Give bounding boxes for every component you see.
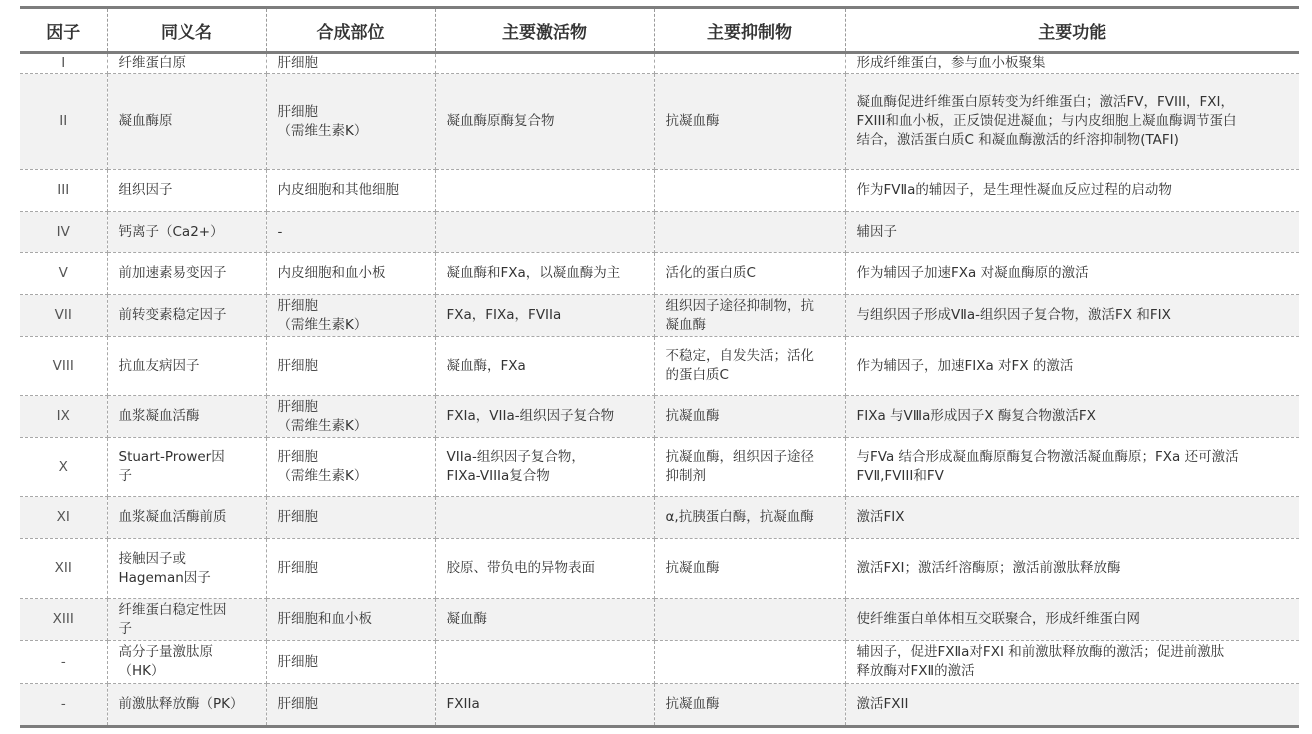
cell-text-line: FIXa-VIIIa复合物 <box>446 468 550 484</box>
activator-cell <box>435 74 654 170</box>
function-cell <box>845 641 1299 684</box>
function-cell <box>845 74 1299 170</box>
cell-text-line: 组织因子途径抑制物，抗 <box>665 297 814 314</box>
synonym-cell <box>107 295 266 337</box>
cell-text-line: 肝细胞 <box>277 103 318 120</box>
factor-cell: XII <box>20 539 107 599</box>
cell-text-line: 肝细胞 <box>277 509 318 525</box>
cell-text-line: 抗凝血酶 <box>665 560 720 576</box>
cell-text-line: 与组织因子形成VⅡa-组织因子复合物，激活FX 和FIX <box>856 307 1171 323</box>
cell-text-line: 子 <box>118 468 132 484</box>
synthesis-site-cell <box>266 170 435 212</box>
cell-text-line: 子 <box>118 620 132 637</box>
table-row <box>20 295 1299 337</box>
cell-text-line: 释放酶对FXⅡ的激活 <box>856 663 975 679</box>
cell-text-line: 不稳定，自发失活；活化 <box>665 348 814 364</box>
inhibitor-cell <box>654 599 845 641</box>
header-main-function: 主要功能 <box>845 8 1299 53</box>
table-row <box>20 337 1299 396</box>
activator-cell <box>435 53 654 74</box>
inhibitor-cell <box>654 253 845 295</box>
table-row <box>20 599 1299 641</box>
cell-text-line: 肝细胞 <box>277 357 318 374</box>
synthesis-site-cell <box>266 53 435 74</box>
inhibitor-cell <box>654 53 845 74</box>
header-row <box>20 8 1299 53</box>
cell-text-line: 作为辅因子，加速FIXa 对FX 的激活 <box>856 357 1074 374</box>
cell-text-line: FVⅡ,FVIII和FV <box>856 468 944 484</box>
cell-text-line: 与FVa 结合形成凝血酶原酶复合物激活凝血酶原；FXa 还可激活 <box>856 449 1239 465</box>
cell-text-line: 前激肽释放酶（PK） <box>118 696 244 712</box>
synonym-cell <box>107 599 266 641</box>
synthesis-site-cell <box>266 396 435 438</box>
cell-text-line: 内皮细胞和其他细胞 <box>277 182 399 198</box>
cell-text-line: - <box>277 223 283 240</box>
function-cell <box>845 253 1299 295</box>
coagulation-factor-table-container <box>20 6 1299 728</box>
table-row <box>20 53 1299 74</box>
factor-cell: - <box>20 641 107 684</box>
synonym-cell <box>107 684 266 727</box>
cell-text-line: 血浆凝血活酶前质 <box>118 509 227 525</box>
inhibitor-cell <box>654 684 845 727</box>
synonym-cell <box>107 253 266 295</box>
synthesis-site-cell <box>266 497 435 539</box>
cell-text-line: （需维生素K） <box>277 468 368 484</box>
factor-cell: XI <box>20 497 107 539</box>
inhibitor-cell <box>654 396 845 438</box>
inhibitor-cell <box>654 641 845 684</box>
synonym-cell <box>107 641 266 684</box>
table-row <box>20 212 1299 253</box>
cell-text-line: 胶原、带负电的异物表面 <box>446 560 595 576</box>
cell-text-line: 结合，激活蛋白质C 和凝血酶激活的纤溶抑制物(TAFI) <box>856 132 1179 148</box>
table-row <box>20 438 1299 497</box>
synthesis-site-cell <box>266 684 435 727</box>
factor-cell: V <box>20 253 107 295</box>
cell-text-line: （需维生素K） <box>277 316 368 333</box>
cell-text-line: 肝细胞和血小板 <box>277 611 372 627</box>
synthesis-site-cell <box>266 337 435 396</box>
table-row <box>20 253 1299 295</box>
synonym-cell <box>107 438 266 497</box>
cell-text-line: 纤维蛋白原 <box>118 55 186 71</box>
synthesis-site-cell <box>266 253 435 295</box>
function-cell <box>845 438 1299 497</box>
table-header <box>20 8 1299 53</box>
table-row <box>20 684 1299 727</box>
synthesis-site-cell <box>266 212 435 253</box>
cell-text-line: 凝血酶和FXa，以凝血酶为主 <box>446 265 621 281</box>
cell-text-line: 接触因子或 <box>118 550 186 567</box>
function-cell <box>845 539 1299 599</box>
cell-text-line: 肝细胞 <box>277 55 318 71</box>
cell-text-line: FXIa，VIIa-组织因子复合物 <box>446 408 615 424</box>
cell-text-line: （需维生素K） <box>277 417 368 434</box>
cell-text-line: 激活FXI；激活纤溶酶原；激活前激肽释放酶 <box>856 560 1121 576</box>
inhibitor-cell <box>654 438 845 497</box>
synonym-cell <box>107 337 266 396</box>
factor-cell: VIII <box>20 337 107 396</box>
cell-text-line: 组织因子 <box>118 182 173 198</box>
function-cell <box>845 295 1299 337</box>
cell-text-line: 凝血酶 <box>665 316 706 333</box>
header-main-activator: 主要激活物 <box>435 8 654 53</box>
activator-cell <box>435 170 654 212</box>
synonym-cell <box>107 539 266 599</box>
inhibitor-cell <box>654 295 845 337</box>
synonym-cell <box>107 212 266 253</box>
inhibitor-cell <box>654 74 845 170</box>
synonym-cell <box>107 170 266 212</box>
function-cell <box>845 497 1299 539</box>
synonym-cell <box>107 497 266 539</box>
function-cell <box>845 337 1299 396</box>
cell-text-line: 抗凝血酶 <box>665 696 720 712</box>
cell-text-line: （需维生素K） <box>277 122 368 139</box>
cell-text-line: 肝细胞 <box>277 560 318 576</box>
factor-cell: I <box>20 53 107 74</box>
cell-text-line: 肝细胞 <box>277 449 318 465</box>
header-synthesis-site: 合成部位 <box>266 8 435 53</box>
cell-text-line: FXIIa <box>446 696 480 712</box>
factor-cell: X <box>20 438 107 497</box>
cell-text-line: 肝细胞 <box>277 297 318 314</box>
cell-text-line: 前转变素稳定因子 <box>118 307 227 323</box>
cell-text-line: 抗血友病因子 <box>118 357 200 374</box>
function-cell <box>845 170 1299 212</box>
cell-text-line: 形成纤维蛋白，参与血小板聚集 <box>856 55 1046 71</box>
factor-cell: XIII <box>20 599 107 641</box>
activator-cell <box>435 438 654 497</box>
cell-text-line: 抗凝血酶 <box>665 113 720 129</box>
cell-text-line: 血浆凝血活酶 <box>118 408 200 424</box>
cell-text-line: α,抗胰蛋白酶，抗凝血酶 <box>665 509 814 525</box>
synthesis-site-cell <box>266 641 435 684</box>
inhibitor-cell <box>654 497 845 539</box>
activator-cell <box>435 396 654 438</box>
activator-cell <box>435 253 654 295</box>
header-factor: 因子 <box>20 8 107 53</box>
inhibitor-cell <box>654 170 845 212</box>
table-row <box>20 539 1299 599</box>
cell-text-line: 肝细胞 <box>277 696 318 712</box>
activator-cell <box>435 497 654 539</box>
activator-cell <box>435 539 654 599</box>
cell-text-line: 凝血酶原 <box>118 113 173 129</box>
cell-text-line: 高分子量激肽原 <box>118 644 213 660</box>
cell-text-line: Stuart-Prower因 <box>118 449 225 465</box>
header-main-inhibitor: 主要抑制物 <box>654 8 845 53</box>
synthesis-site-cell <box>266 599 435 641</box>
cell-text-line: 抗凝血酶，组织因子途径 <box>665 449 814 465</box>
synonym-cell <box>107 53 266 74</box>
activator-cell <box>435 599 654 641</box>
cell-text-line: FXa，FIXa，FVIIa <box>446 307 562 323</box>
cell-text-line: 使纤维蛋白单体相互交联聚合，形成纤维蛋白网 <box>856 611 1140 627</box>
activator-cell <box>435 337 654 396</box>
header-synonym: 同义名 <box>107 8 266 53</box>
table-row <box>20 641 1299 684</box>
cell-text-line: 作为辅因子加速FXa 对凝血酶原的激活 <box>856 265 1089 281</box>
table-row <box>20 74 1299 170</box>
inhibitor-cell <box>654 212 845 253</box>
activator-cell <box>435 641 654 684</box>
cell-text-line: 凝血酶，FXa <box>446 357 526 374</box>
synthesis-site-cell <box>266 438 435 497</box>
activator-cell <box>435 684 654 727</box>
table-row <box>20 396 1299 438</box>
table-row <box>20 170 1299 212</box>
synonym-cell <box>107 74 266 170</box>
cell-text-line: 抗凝血酶 <box>665 408 720 424</box>
coagulation-factor-table <box>20 6 1299 728</box>
inhibitor-cell <box>654 539 845 599</box>
cell-text-line: Hageman因子 <box>118 569 211 586</box>
synthesis-site-cell <box>266 539 435 599</box>
cell-text-line: 肝细胞 <box>277 398 318 415</box>
function-cell <box>845 53 1299 74</box>
cell-text-line: 激活FIX <box>856 509 905 525</box>
cell-text-line: 凝血酶 <box>446 611 487 627</box>
table-body <box>20 53 1299 727</box>
cell-text-line: 作为FVⅡa的辅因子，是生理性凝血反应过程的启动物 <box>856 182 1172 198</box>
cell-text-line: 活化的蛋白质C <box>665 265 756 281</box>
cell-text-line: 的蛋白质C <box>665 367 729 383</box>
cell-text-line: FIXa 与VⅢa形成因子X 酶复合物激活FX <box>856 408 1096 424</box>
factor-cell: VII <box>20 295 107 337</box>
cell-text-line: （HK） <box>118 663 165 679</box>
cell-text-line: 纤维蛋白稳定性因 <box>118 601 227 618</box>
factor-cell: IX <box>20 396 107 438</box>
cell-text-line: VIIa-组织因子复合物， <box>446 449 585 465</box>
function-cell <box>845 599 1299 641</box>
function-cell <box>845 396 1299 438</box>
cell-text-line: 钙离子（Ca2+） <box>118 223 224 240</box>
synonym-cell <box>107 396 266 438</box>
cell-text-line: 凝血酶促进纤维蛋白原转变为纤维蛋白；激活FV，FVIII，FXI， <box>856 94 1234 110</box>
cell-text-line: 激活FXII <box>856 696 909 712</box>
factor-cell: IV <box>20 212 107 253</box>
function-cell <box>845 212 1299 253</box>
activator-cell <box>435 295 654 337</box>
cell-text-line: 抑制剂 <box>665 468 706 484</box>
cell-text-line: 前加速素易变因子 <box>118 265 227 281</box>
factor-cell: - <box>20 684 107 727</box>
cell-text-line: FXIII和血小板，正反馈促进凝血；与内皮细胞上凝血酶调节蛋白 <box>856 113 1237 129</box>
cell-text-line: 肝细胞 <box>277 653 318 670</box>
table-row <box>20 497 1299 539</box>
cell-text-line: 辅因子，促进FXⅡa对FXI 和前激肽释放酶的激活；促进前激肽 <box>856 644 1225 660</box>
inhibitor-cell <box>654 337 845 396</box>
factor-cell: II <box>20 74 107 170</box>
cell-text-line: 内皮细胞和血小板 <box>277 265 386 281</box>
factor-cell: III <box>20 170 107 212</box>
cell-text-line: 辅因子 <box>856 223 897 240</box>
activator-cell <box>435 212 654 253</box>
synthesis-site-cell <box>266 74 435 170</box>
synthesis-site-cell <box>266 295 435 337</box>
cell-text-line: 凝血酶原酶复合物 <box>446 113 555 129</box>
function-cell <box>845 684 1299 727</box>
